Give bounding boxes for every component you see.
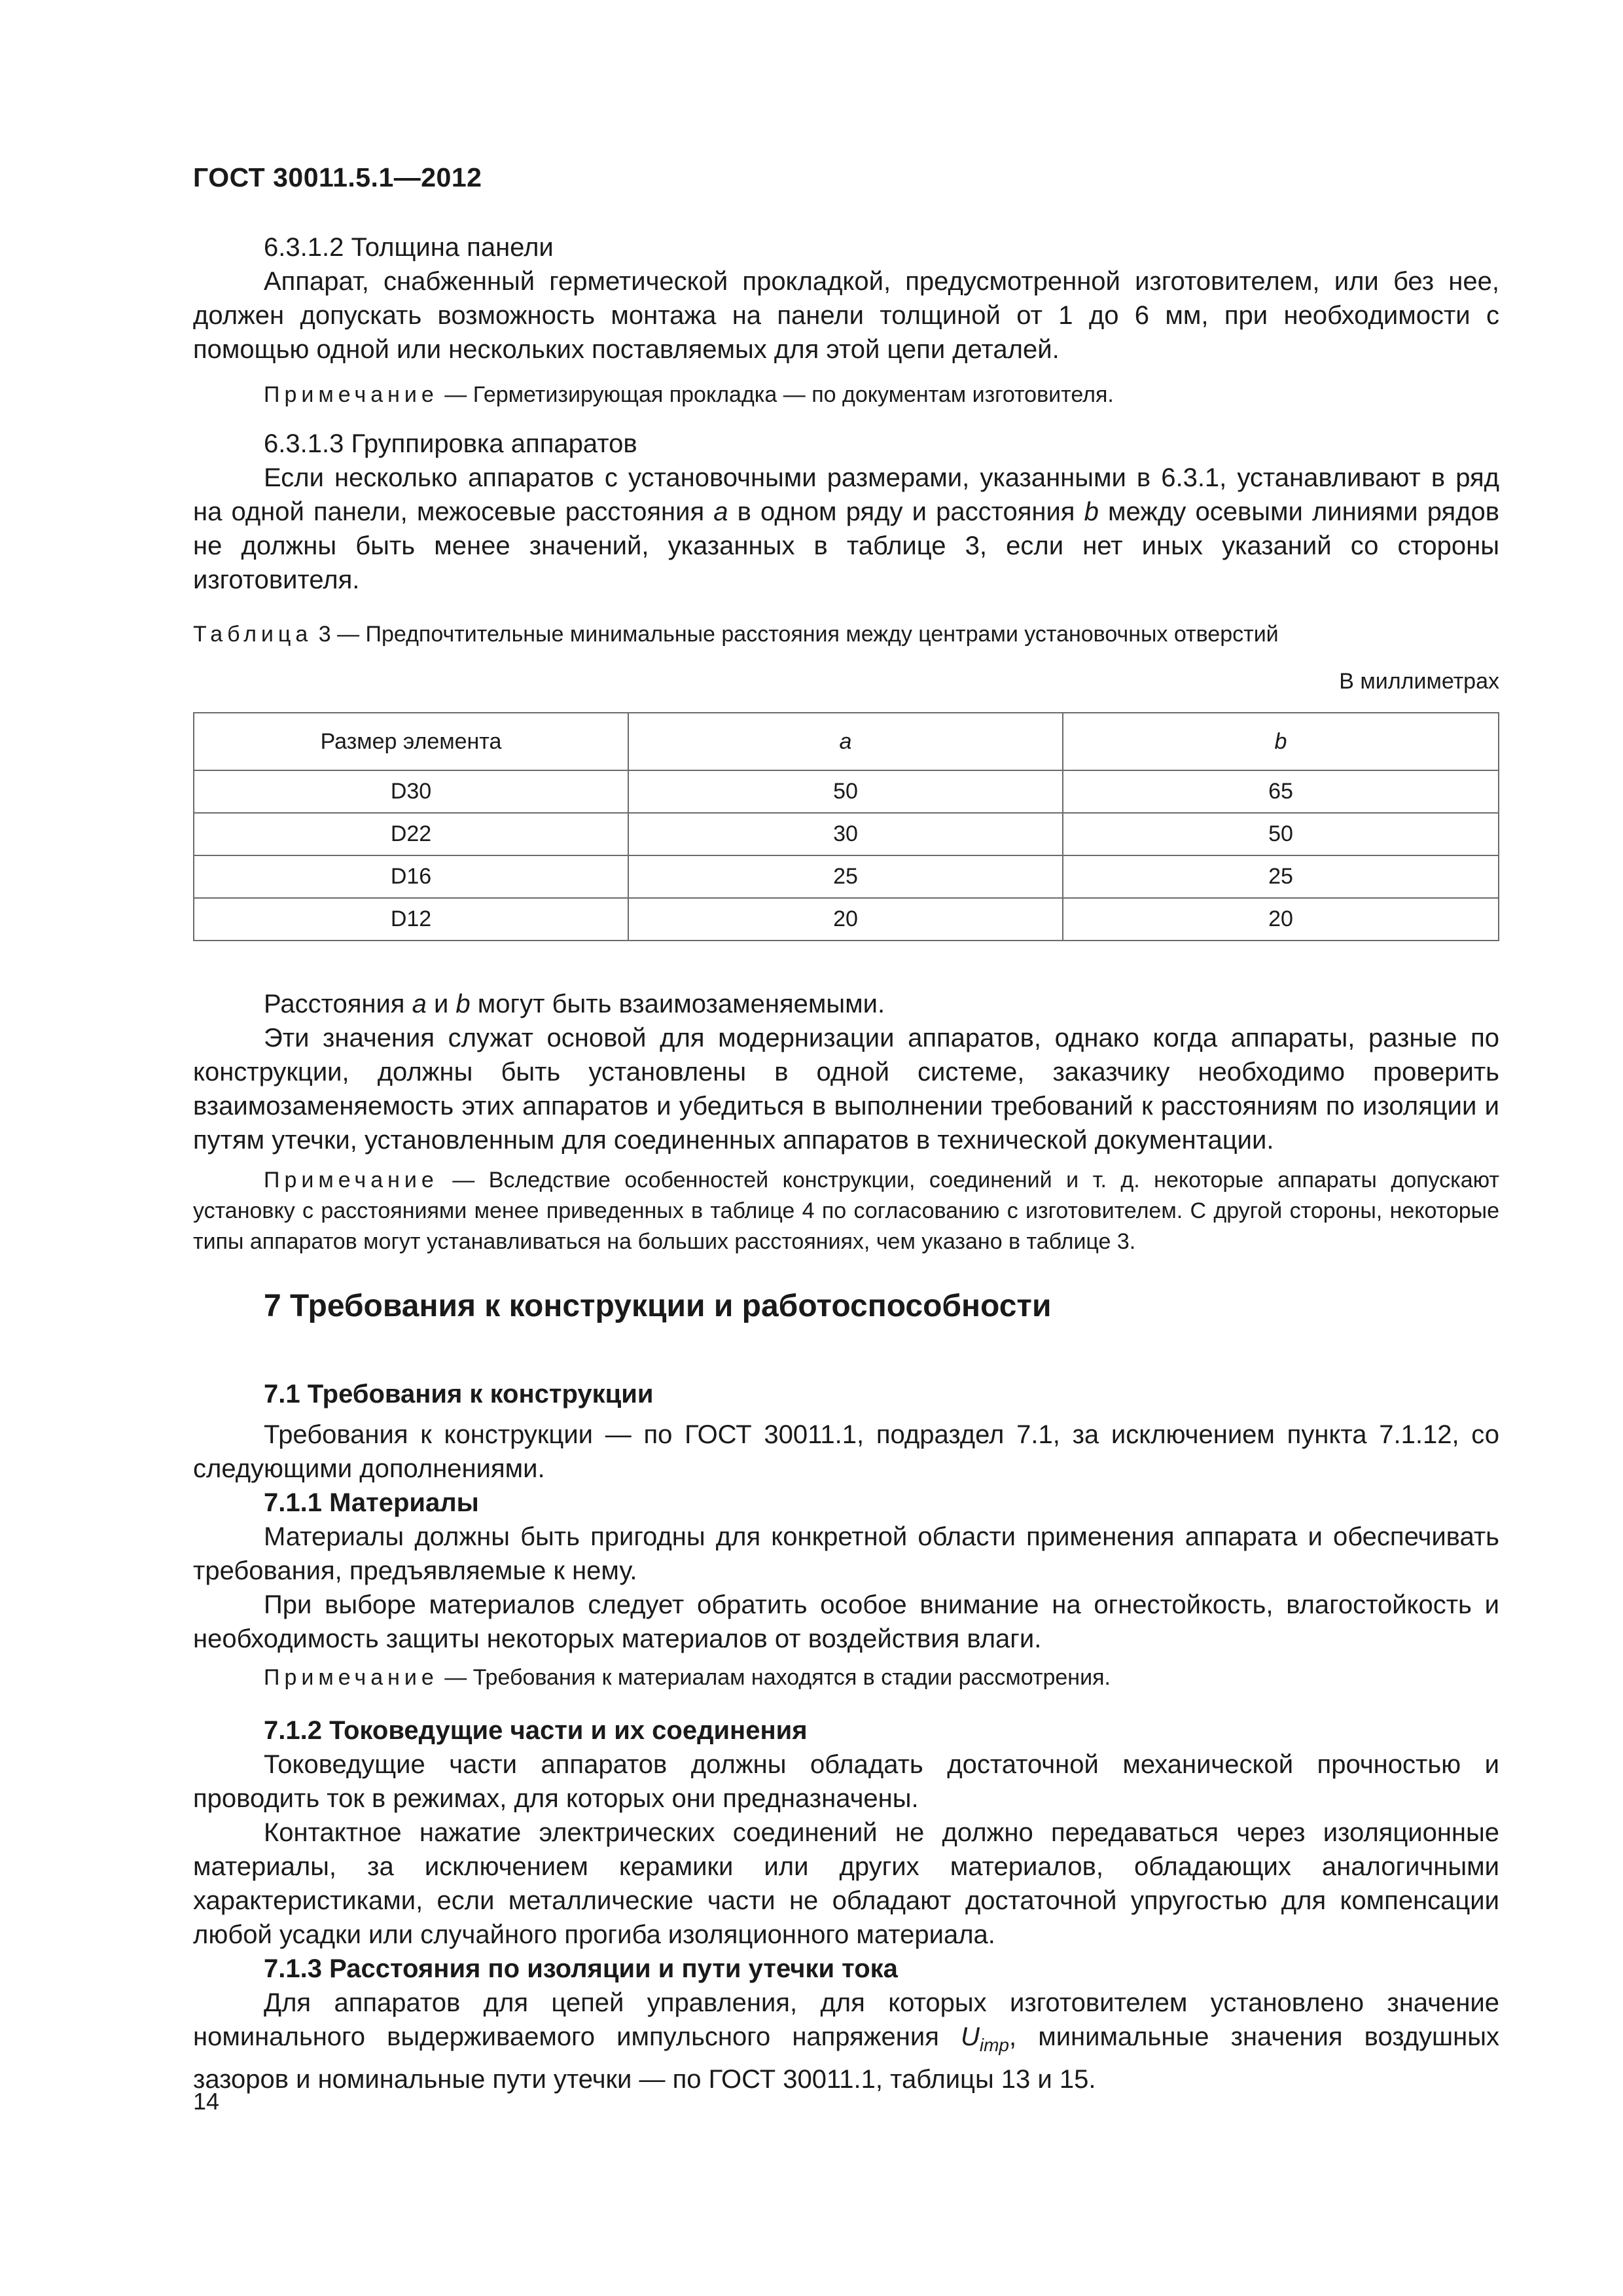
after-table-text [193, 987, 1499, 1157]
section-6-3-1-3-text: Если несколько аппаратов с установочными размерами, указанными в 6.3.1, устанавливают в ряд на одной панели, межосевые расстояния а в одном ряду и расстояния b между осевыми линиями рядов не должны быть менее значений, указанных в таблице 3, если нет иных указаний со стороны изготовителя. [193, 463, 1499, 594]
cell-a: 50 [628, 770, 1063, 813]
section-7-1-2-title: 7.1.2 Токоведущие части и их соединения [264, 1716, 808, 1745]
section-7-1-3-p1: Для аппаратов для цепей управления, для которых изготовителем установлено значение номинального выдерживаемого импульсного напряжения $U_{imp}$, минимальные значения воздушных зазоров и номинальные пути утечки — по ГОСТ 30011.1, таблицы 13 и 15. [193, 1988, 1499, 2094]
cell-a: 25 [628, 855, 1063, 898]
section-7-title: 7 Требования к конструкции и работоспособности [264, 1289, 1052, 1323]
modernization-paragraph: Эти значения служат основой для модернизации аппаратов, однако когда аппараты, разные по конструкции, должны быть установлены в одной системе, заказчику необходимо проверить взаимозаменяемость этих аппаратов и убедиться в выполнении требований к расстояниям по изоляции и путям утечки, установленным для соединенных аппаратов в технической документации. [193, 1024, 1499, 1155]
note-label: Примечание [264, 1168, 438, 1193]
note-text: — Требования к материалам находятся в стадии рассмотрения. [438, 1665, 1111, 1690]
header-b: b [1063, 713, 1499, 770]
cell-b: 65 [1063, 770, 1499, 813]
variable-a: а [713, 497, 728, 526]
variable-b: b [1084, 497, 1099, 526]
table-caption-text: 3 — Предпочтительные минимальные расстояния между центрами установочных отверстий [312, 622, 1279, 647]
table-3 [193, 712, 1499, 941]
note-label: Примечание [264, 1665, 438, 1690]
header-a: a [628, 713, 1063, 770]
table-3-unit [193, 666, 1499, 696]
section-6-3-1-2-text: Аппарат, снабженный герметической прокладкой, предусмотренной изготовителем, или без нее, должен допускать возможность монтажа на панели толщиной от 1 до 6 мм, при необходимости с помощью одной или нескольких поставляемых для этой цепи деталей. [193, 267, 1499, 364]
cell-a: 30 [628, 813, 1063, 855]
cell-b: 25 [1063, 855, 1499, 898]
voltage-subscript: imp [979, 2035, 1009, 2055]
note-text: — Герметизирующая прокладка — по документам изготовителя. [438, 382, 1114, 407]
cell-a: 20 [628, 898, 1063, 941]
unit-label: В миллиметрах [1339, 669, 1499, 694]
section-6-3-1-3-title: 6.3.1.3 Группировка аппаратов [264, 429, 637, 458]
cell-b: 50 [1063, 813, 1499, 855]
section-7-heading [193, 1287, 1499, 1326]
section-7-1-2-p1: Токоведущие части аппаратов должны обладать достаточной механической прочностью и проводить ток в режимах, для которых они предназначены. [193, 1750, 1499, 1813]
table-label: Таблица [193, 622, 313, 647]
header-element-size: Размер элемента [194, 713, 628, 770]
note-after-table [193, 1165, 1499, 1257]
cell-size: D22 [194, 813, 628, 855]
cell-b: 20 [1063, 898, 1499, 941]
table-row [194, 813, 1499, 855]
table-header-row [194, 713, 1499, 770]
page-number: 14 [193, 2088, 220, 2115]
cell-size: D12 [194, 898, 628, 941]
note-text: — Вследствие особенностей конструкции, соединений и т. д. некоторые аппараты допускают установку с расстояниями менее приведенных в таблице 4 по согласованию с изготовителем. С другой стороны, некоторые типы аппаратов могут устанавливаться на больших расстояниях, чем указано в таблице 3. [193, 1168, 1499, 1254]
document-header-code: ГОСТ 30011.5.1—2012 [193, 162, 482, 192]
note-7-1-1 [193, 1662, 1499, 1693]
cell-size: D30 [194, 770, 628, 813]
section-6-3-1-2-title: 6.3.1.2 Толщина панели [264, 233, 554, 262]
voltage-symbol: U [960, 2022, 980, 2051]
section-7-1-2-p2: Контактное нажатие электрических соединений не должно передаваться через изоляционные материалы, за исключением керамики или других материалов, обладающих аналогичными характеристиками, если металлические части не обладают достаточной упругостью для компенсации любой усадки или случайного прогиба изоляционного материала. [193, 1818, 1499, 1949]
table-row [194, 855, 1499, 898]
distances-table [193, 712, 1499, 941]
section-7-1-text: Требования к конструкции — по ГОСТ 30011.1, подраздел 7.1, за исключением пункта 7.1.12, со следующими дополнениями. [193, 1420, 1499, 1483]
note-label: Примечание [264, 382, 438, 407]
table-row [194, 770, 1499, 813]
section-7-1 [193, 1377, 1499, 1656]
interchangeable-paragraph: Расстояния а и b могут быть взаимозаменяемыми. [264, 990, 885, 1018]
section-7-1-2 [193, 1713, 1499, 2096]
section-7-1-1-title: 7.1.1 Материалы [264, 1488, 479, 1517]
section-7-1-1-p2: При выборе материалов следует обратить особое внимание на огнестойкость, влагостойкость и необходимость защиты некоторых материалов от воздействия влаги. [193, 1590, 1499, 1653]
section-6-3-1-3 [193, 427, 1499, 597]
cell-size: D16 [194, 855, 628, 898]
section-7-1-3-title: 7.1.3 Расстояния по изоляции и пути утечки тока [264, 1954, 898, 1983]
table-row [194, 898, 1499, 941]
section-7-1-1-p1: Материалы должны быть пригодны для конкретной области применения аппарата и обеспечивать требования, предъявляемые к нему. [193, 1522, 1499, 1585]
table-3-caption [193, 619, 1499, 649]
note-6-3-1-2 [193, 380, 1499, 410]
section-7-1-title: 7.1 Требования к конструкции [264, 1380, 654, 1408]
section-6-3-1-2 [193, 230, 1499, 367]
